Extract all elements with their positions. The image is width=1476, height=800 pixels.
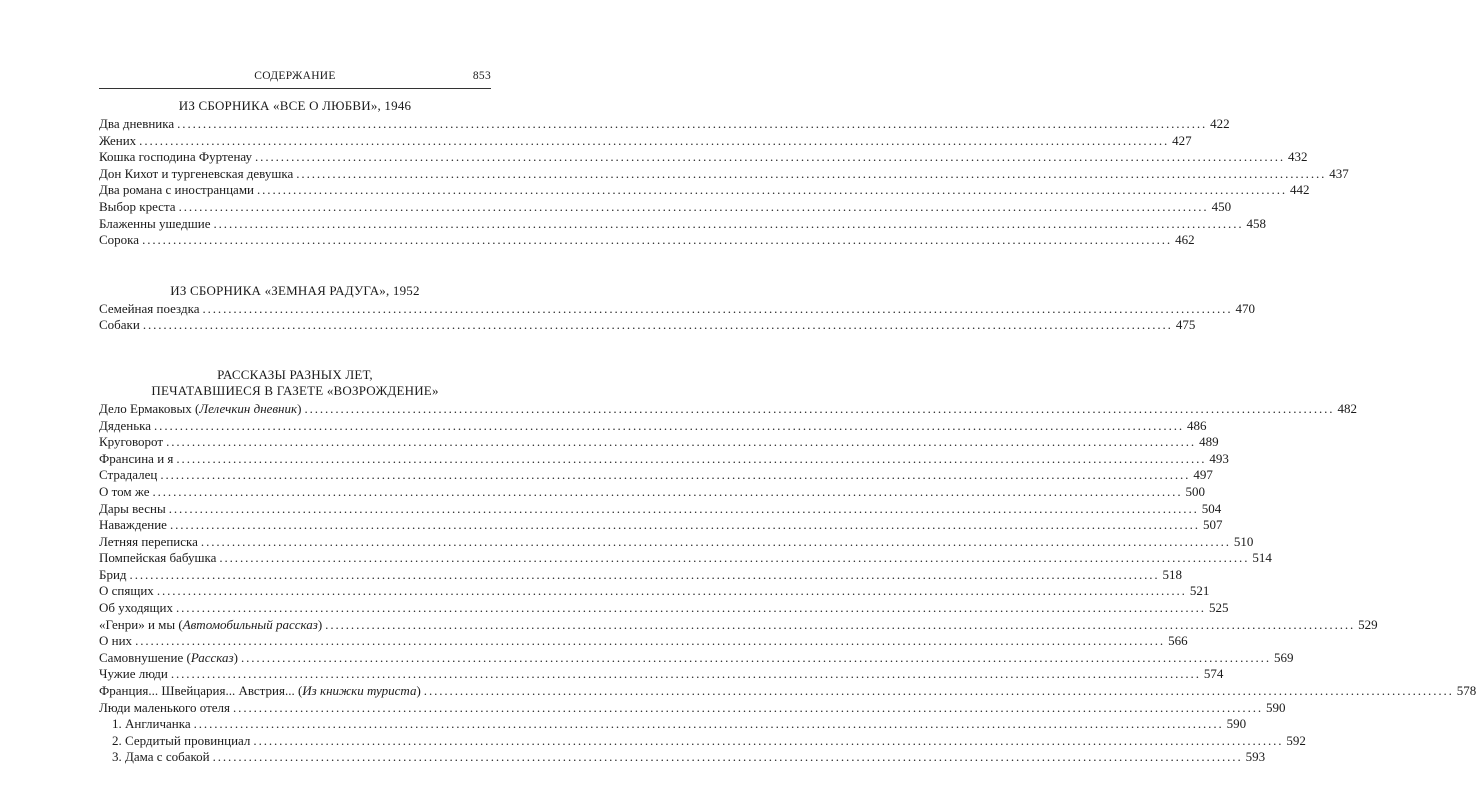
dot-leader: ........................................................................................................................................................................................................: [175, 600, 1206, 616]
dot-leader: ........................................................................................................................................................................................................: [176, 450, 1207, 466]
entry-title: О спящих: [99, 583, 154, 599]
entry-title: Дяденька: [99, 417, 152, 433]
toc-entry: [99, 566, 1183, 584]
entry-page-number: 442: [1290, 182, 1310, 198]
dot-leader: ........................................................................................................................................................................................................: [170, 666, 1201, 682]
running-header-title: СОДЕРЖАНИЕ: [254, 70, 336, 82]
section-title: ИЗ СБОРНИКА «ВСЕ О ЛЮБВИ», 1946: [178, 98, 412, 113]
section-title: ИЗ СБОРНИКА «ЗЕМНАЯ РАДУГА», 1952: [170, 282, 420, 298]
running-header: [99, 70, 491, 86]
dot-leader: ........................................................................................................................................................................................................: [142, 232, 1173, 248]
dot-leader: ........................................................................................................................................................................................................: [139, 132, 1170, 148]
entry-title: Дон Кихот и тургеневская девушка: [99, 165, 294, 181]
toc-entry: [99, 633, 1188, 650]
dot-leader: ........................................................................................................................................................................................................: [202, 300, 1233, 316]
entry-title: 3. Дама с собакой: [112, 749, 210, 765]
dot-leader: ........................................................................................................................................................................................................: [169, 517, 1200, 533]
toc-entry: [99, 649, 1294, 667]
entry-title: Люди маленького отеля: [99, 699, 231, 715]
toc-section: [99, 282, 1255, 334]
entry-title: Страдалец: [99, 467, 158, 483]
toc-entry: [99, 467, 1213, 484]
entry-page-number: 432: [1288, 149, 1308, 165]
entry-page-number: 500: [1185, 483, 1205, 499]
entry-page-number: 529: [1358, 616, 1378, 632]
entry-page-number: 514: [1252, 550, 1272, 566]
toc-entry: [99, 517, 1223, 534]
entry-page-number: 475: [1175, 317, 1196, 333]
dot-leader: ........................................................................................................................................................................................................: [255, 149, 1286, 165]
entry-page-number: 507: [1202, 517, 1223, 533]
toc-entry: [99, 116, 1230, 133]
page-number: 853: [472, 70, 491, 82]
toc-entry: [99, 699, 1286, 717]
toc-entry: [99, 417, 1207, 435]
dot-leader: ........................................................................................................................................................................................................: [135, 633, 1166, 649]
dot-leader: ........................................................................................................................................................................................................: [200, 533, 1231, 549]
entry-title: Помпейская бабушка: [99, 550, 217, 566]
toc-entry: [99, 198, 1232, 216]
entry-page-number: 574: [1203, 666, 1224, 682]
dot-leader: ........................................................................................................................................................................................................: [325, 616, 1356, 632]
entry-page-number: 578: [1456, 683, 1476, 699]
entry-title: 1. Англичанка: [112, 716, 191, 732]
dot-leader: ........................................................................................................................................................................................................: [219, 550, 1250, 566]
toc-entry: [99, 132, 1192, 150]
dot-leader: ........................................................................................................................................................................................................: [154, 417, 1185, 433]
section-title: РАССКАЗЫ РАЗНЫХ ЛЕТ,: [217, 366, 373, 382]
entry-page-number: 590: [1266, 699, 1286, 715]
dot-leader: ........................................................................................................................................................................................................: [304, 400, 1335, 416]
dot-leader: ........................................................................................................................................................................................................: [160, 467, 1191, 483]
entry-page-number: 462: [1175, 232, 1195, 248]
entry-page-number: 510: [1233, 533, 1254, 549]
entry-page-number: 593: [1245, 749, 1266, 765]
entry-title: Дело Ермаковых (Лелечкин дневник): [99, 400, 302, 416]
entry-title: Самовнушение (Рассказ): [99, 649, 238, 665]
entry-title: Летняя переписка: [99, 533, 198, 549]
toc-entry: [99, 550, 1272, 567]
entry-page-number: 566: [1168, 633, 1188, 649]
entry-title: Чужие люди: [99, 666, 168, 682]
entry-page-number: 493: [1209, 450, 1229, 466]
entry-page-number: 470: [1235, 300, 1255, 316]
entry-page-number: 486: [1187, 417, 1207, 433]
entry-page-number: 489: [1199, 434, 1219, 450]
toc-section: [99, 366, 1476, 766]
entry-title: Два романа с иностранцами: [99, 182, 254, 198]
toc-entry: [99, 533, 1254, 551]
entry-title: О том же: [99, 483, 150, 499]
toc-entry: [99, 732, 1306, 750]
entry-title: Франсина и я: [99, 450, 174, 466]
toc-entry: [99, 483, 1205, 501]
toc-entry: [99, 182, 1310, 199]
entry-page-number: 497: [1193, 467, 1213, 483]
dot-leader: ........................................................................................................................................................................................................: [178, 198, 1209, 214]
entry-page-number: 482: [1337, 400, 1357, 416]
entry-title: Два дневника: [99, 116, 175, 131]
entry-page-number: 504: [1201, 500, 1222, 516]
entry-page-number: 590: [1226, 716, 1247, 732]
dot-leader: ........................................................................................................................................................................................................: [212, 749, 1243, 765]
toc-entry: [99, 600, 1229, 617]
entry-page-number: 521: [1189, 583, 1210, 599]
toc-entry: [99, 450, 1229, 468]
toc-entry: [99, 616, 1378, 634]
entry-title: Дары весны: [99, 500, 166, 516]
entry-title: Наваждение: [99, 517, 167, 533]
dot-leader: ........................................................................................................................................................................................................: [423, 683, 1454, 699]
header-rule: [99, 88, 491, 89]
entry-title: Об уходящих: [99, 600, 173, 616]
entry-page-number: 518: [1162, 566, 1183, 582]
dot-leader: ........................................................................................................................................................................................................: [233, 699, 1264, 715]
entry-title: Сорока: [99, 232, 140, 248]
entry-title: Семейная поездка: [99, 300, 200, 316]
toc-section: [99, 98, 1349, 249]
entry-page-number: 437: [1329, 165, 1349, 181]
toc-entry: [99, 400, 1357, 418]
dot-leader: ........................................................................................................................................................................................................: [142, 317, 1173, 333]
section-title: ПЕЧАТАВШИЕСЯ В ГАЗЕТЕ «ВОЗРОЖДЕНИЕ»: [151, 382, 439, 398]
dot-leader: ........................................................................................................................................................................................................: [166, 434, 1197, 450]
toc-entry: [99, 434, 1219, 451]
entry-title: Круговорот: [99, 434, 164, 450]
dot-leader: ........................................................................................................................................................................................................: [213, 215, 1244, 231]
dot-leader: ........................................................................................................................................................................................................: [296, 165, 1327, 181]
dot-leader: ........................................................................................................................................................................................................: [240, 649, 1271, 665]
entry-title: Блаженны ушедшие: [99, 215, 211, 231]
entry-title: Собаки: [99, 317, 140, 333]
entry-title: Жених: [99, 132, 137, 148]
toc-entry: [99, 500, 1222, 518]
table-of-contents: [99, 98, 1476, 766]
dot-leader: ........................................................................................................................................................................................................: [129, 566, 1160, 582]
entry-page-number: 569: [1273, 649, 1294, 665]
entry-page-number: 427: [1172, 132, 1192, 148]
entry-title: Кошка господина Фуртенау: [99, 149, 253, 165]
entry-title: О них: [99, 633, 133, 649]
entry-title: Брид: [99, 566, 127, 582]
dot-leader: ........................................................................................................................................................................................................: [193, 716, 1224, 732]
entry-page-number: 450: [1211, 198, 1232, 214]
entry-page-number: 458: [1246, 215, 1266, 231]
toc-entry: [99, 683, 1476, 700]
dot-leader: ........................................................................................................................................................................................................: [152, 483, 1183, 499]
toc-entry: [99, 666, 1224, 683]
dot-leader: ........................................................................................................................................................................................................: [177, 116, 1208, 131]
toc-entry: [99, 583, 1210, 600]
toc-entry: [99, 215, 1266, 233]
entry-title: 2. Сердитый провинциал: [112, 732, 251, 748]
toc-entry: [99, 232, 1195, 249]
toc-entry: [99, 165, 1349, 183]
toc-entry: [99, 749, 1266, 766]
entry-title: Франция... Швейцария... Австрия... (Из книжки туриста): [99, 683, 421, 699]
dot-leader: ........................................................................................................................................................................................................: [168, 500, 1199, 516]
entry-page-number: 525: [1208, 600, 1229, 616]
entry-title: «Генри» и мы (Автомобильный рассказ): [99, 616, 323, 632]
dot-leader: ........................................................................................................................................................................................................: [253, 732, 1284, 748]
entry-title: Выбор креста: [99, 198, 176, 214]
toc-entry: [99, 300, 1255, 318]
entry-page-number: 422: [1210, 116, 1230, 131]
entry-page-number: 592: [1286, 732, 1306, 748]
dot-leader: ........................................................................................................................................................................................................: [257, 182, 1287, 198]
toc-entry: [99, 317, 1196, 334]
toc-entry: [99, 149, 1308, 166]
toc-entry: [99, 716, 1247, 733]
dot-leader: ........................................................................................................................................................................................................: [156, 583, 1187, 599]
